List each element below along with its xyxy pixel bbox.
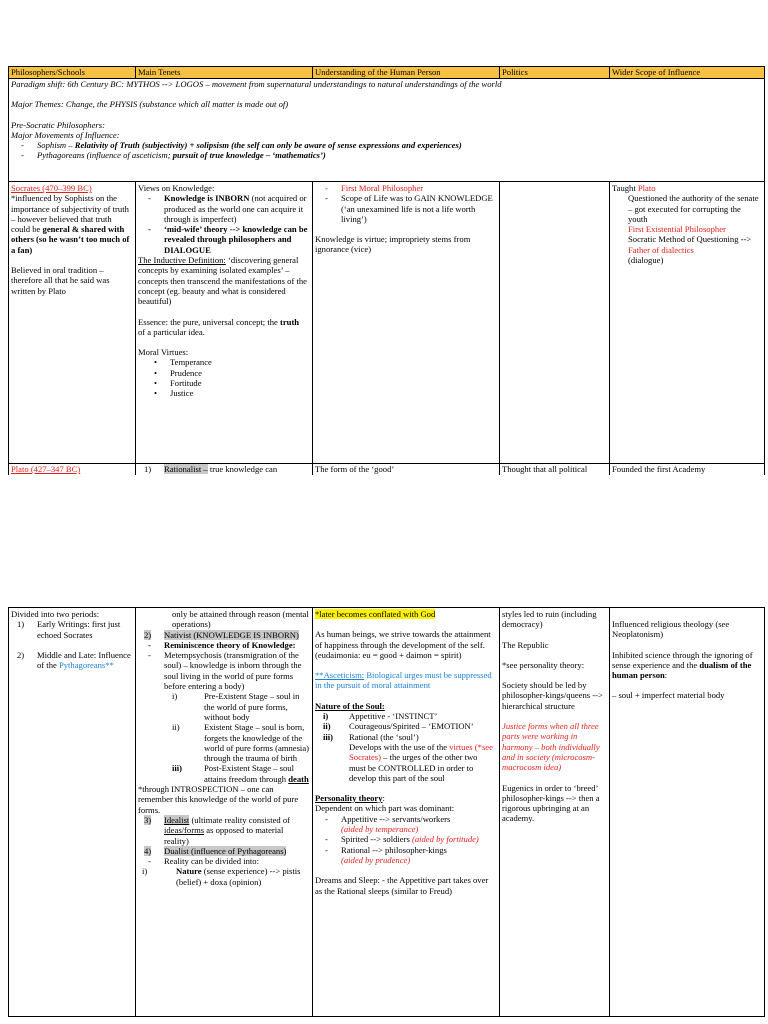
plato-wider-top: Founded the first Academy [612, 464, 706, 474]
header-main-tenets: Main Tenets [135, 66, 312, 78]
conflated-with-god: *later becomes conflated with God [315, 609, 436, 619]
essence: Essence: the pure, universal concept; the truth of a particular idea. [138, 316, 300, 337]
see-personality: *see personality theory: [502, 659, 585, 670]
nature-of-soul-heading: Nature of the Soul: [315, 700, 385, 711]
idealist-item: 3) Idealist (ultimate reality consisted of ideas/forms as opposed to material reality) [144, 814, 291, 846]
border [135, 607, 136, 1017]
plato-wider-scope [612, 619, 762, 701]
border [609, 66, 610, 79]
virtue-item: • Temperance [138, 357, 308, 367]
socrates-tenets [138, 183, 308, 399]
political-styles-ruin: styles led to ruin (including democracy) [502, 609, 597, 630]
dialogue-note: (dialogue) [628, 255, 664, 266]
virtue-item: • Justice [138, 388, 308, 398]
periods-intro: Divided into two periods: [11, 609, 100, 619]
border [764, 66, 765, 475]
first-moral-philosopher: - First Moral Philosopher [315, 183, 496, 193]
border [8, 181, 765, 182]
border [499, 66, 500, 79]
border [312, 66, 313, 79]
plato-tenets-top [138, 464, 308, 474]
movements-heading: Major Movements of Influence: [11, 129, 120, 140]
header-human-person: Understanding of the Human Person [312, 66, 499, 78]
border [8, 66, 765, 67]
reason-continuation: only be attained through reason (mental operations) [172, 609, 309, 630]
period-middle-late: 2) Middle and Late: Influence of the Pythagoreans** [17, 649, 131, 671]
eudaimonia: (eudaimonia: eu = good + daimon = spirit) [315, 649, 462, 660]
stage-post-existent: iii) Post-Existent Stage – soul attains freedom through death [172, 763, 309, 784]
header-wider-scope: Wider Scope of Influence [609, 66, 765, 78]
virtue-item: • Prudence [138, 368, 308, 378]
border [499, 607, 500, 1017]
introspection-note: *through INTROSPECTION – one can remember this knowledge of the world of pure forms. [138, 784, 299, 815]
personality-rational: - Rational --> philosopher-kings (aided by prudence) [315, 845, 496, 866]
views-on-knowledge: Views on Knowledge: [138, 183, 215, 193]
soul-spirited: ii) Courageous/Spirited – ‘EMOTION’ [323, 721, 474, 732]
the-republic: The Republic [502, 639, 549, 650]
socrates-wider-scope [612, 183, 762, 265]
socrates-name: Socrates (470–399 BC) [11, 183, 92, 193]
socrates-oral-tradition: Believed in oral tradition – therefore all that he said was written by Plato [11, 265, 110, 296]
border [8, 66, 9, 475]
reality-nature: i) Nature (sense experience) --> pistis (belief) + doxa (opinion) [142, 866, 301, 887]
personality-spirited: - Spirited --> soldiers (aided by fortitude) [315, 834, 496, 844]
personality-theory-heading: Personality theory: [315, 793, 385, 804]
plato-periods [11, 609, 132, 670]
movement-pythagoreans: - Pythagoreans (influence of asceticism; pursuit of true knowledge – ‘mathematics’) [11, 150, 761, 160]
nativist-item: 2) Nativist (KNOWLEDGE IS INBORN) [144, 629, 299, 640]
socrates-cell [11, 183, 131, 296]
plato-politics [502, 609, 606, 824]
border [609, 607, 610, 1017]
plato-tenets [138, 609, 309, 887]
stage-pre-existent: i) Pre-Existent Stage – soul in the world of pure forms, without body [172, 691, 300, 722]
dreams-and-sleep: Dreams and Sleep: - the Appetitive part takes over as the Rational sleeps (similar to Freud) [315, 875, 489, 896]
eugenics: Eugenics in order to ‘breed’ philosopher-kings --> then a rigorous upbringing at an academy. [502, 782, 600, 824]
rationalist-item: 1) Rationalist – true knowledge can [144, 464, 278, 474]
metempsychosis: - Metempsychosis (transmigration of the soul) – knowledge is inborn through the soul living in the world of pure forms before entering a body) [138, 650, 309, 691]
presocratic-heading: Pre-Socratic Philosophers: [11, 119, 105, 130]
border [8, 1016, 765, 1017]
reminiscence-theory: - Reminiscence theory of Knowledge: [138, 640, 309, 650]
border [609, 181, 610, 475]
taught-plato: Taught Plato [612, 183, 656, 193]
questioned-authority: Questioned the authority of the senate – got executed for corrupting the youth [628, 193, 759, 224]
header-politics: Politics [499, 66, 609, 78]
dependent-note: Dependent on which part was dominant: [315, 803, 455, 814]
personality-appetitive: - Appetitive --> servants/workers (aided by temperance) [315, 814, 496, 835]
soul-body-note: – soul + imperfect material body [612, 690, 725, 701]
period-early: 1) Early Writings: first just echoed Socrates [17, 619, 121, 640]
socrates-influence: *influenced by Sophists on the importance of subjectivity of truth – however believed that truth could be general & shared with others (so he wasn’t too much of a fan) [11, 193, 130, 255]
scope-of-life: - Scope of Life was to GAIN KNOWLEDGE (‘an unexamined life is not a life worth living’) [315, 193, 496, 224]
major-themes: Major Themes: Change, the PHYSIS (substance which all matter is made out of) [11, 99, 289, 110]
plato-human-person [315, 609, 496, 896]
knowledge-inborn: - Knowledge is INBORN (not acquired or produced as the world one can acquire it through is imperfect) [138, 193, 308, 224]
knowledge-is-virtue: Knowledge is virtue; impropriety stems from ignorance (vice) [315, 234, 471, 255]
first-existential: First Existential Philosopher [628, 224, 726, 235]
inductive-definition: The Inductive Definition: ‘discovering general concepts by examining isolated examples’ – concepts then transcend the manifestations of the concept (eg. beauty and what is considered beautiful) [138, 255, 307, 307]
happiness-striving: As human beings, we strive towards the attainment of happiness through the development of the self. [315, 629, 491, 650]
socrates-human-person [315, 183, 496, 255]
socratic-method: Socratic Method of Questioning --> Father of dialectics [628, 234, 752, 255]
border [499, 181, 500, 475]
border [8, 607, 765, 608]
plato-politics-top: Thought that all political [502, 464, 588, 474]
inhibited-science: Inhibited science through the ignoring of sense experience and the dualism of the human person: [612, 649, 753, 681]
border [764, 607, 765, 1017]
movement-sophism: - Sophism – Relativity of Truth (subjectivity) + solipsism (the self can only be aware of sense expressions and experiences) [11, 140, 761, 150]
influenced-theology: Influenced religious theology (see Neoplatonism) [612, 619, 730, 640]
plato-name: Plato (427–347 BC) [11, 464, 81, 474]
header-philosophers: Philosophers/Schools [8, 66, 135, 78]
stage-existent: ii) Existent Stage – soul is born, forgets the knowledge of the world of pure forms (amnesia) through the trauma of birth [172, 722, 310, 764]
midwife-theory: - ‘mid-wife’ theory --> knowledge can be revealed through philosophers and DIALOGUE [138, 224, 308, 255]
soul-rational: iii) Rational (the ‘soul’) Develops with the use of the virtues (*see Socrates) – the urges of the other two must be CONTROLLED in order to develop this part of the soul [323, 731, 493, 783]
border [312, 607, 313, 1017]
dualist-item: 4) Dualist (influence of Pythagoreans) [144, 845, 287, 856]
asceticism: **Asceticism: Biological urges must be suppressed in the pursuit of moral attainment [315, 670, 492, 691]
virtue-item: • Fortitude [138, 378, 308, 388]
paradigm-shift: Paradigm shift: 6th Century BC: MYTHOS --> LOGOS – movement from supernatural understandings to natural understandings of the world [11, 79, 502, 89]
border [312, 181, 313, 475]
society-led-by: Society should be led by philosopher-kings/queens --> hierarchical structure [502, 680, 603, 711]
intro-section [11, 79, 761, 161]
plato-cell [11, 464, 131, 474]
border [8, 607, 9, 1017]
reality-divided: - Reality can be divided into: [138, 856, 309, 866]
moral-virtues-heading: Moral Virtues: [138, 347, 189, 358]
socrates-influence-list [612, 193, 762, 265]
border [135, 66, 136, 79]
border [135, 181, 136, 475]
plato-human-top: The form of the ‘good’ [315, 464, 395, 474]
soul-appetitive: i) Appetitive - ‘INSTINCT’ [323, 711, 438, 722]
justice-forms: Justice forms when all three parts were working in harmony – both individually and in society (microcosm-macrocosm idea) [502, 721, 600, 773]
